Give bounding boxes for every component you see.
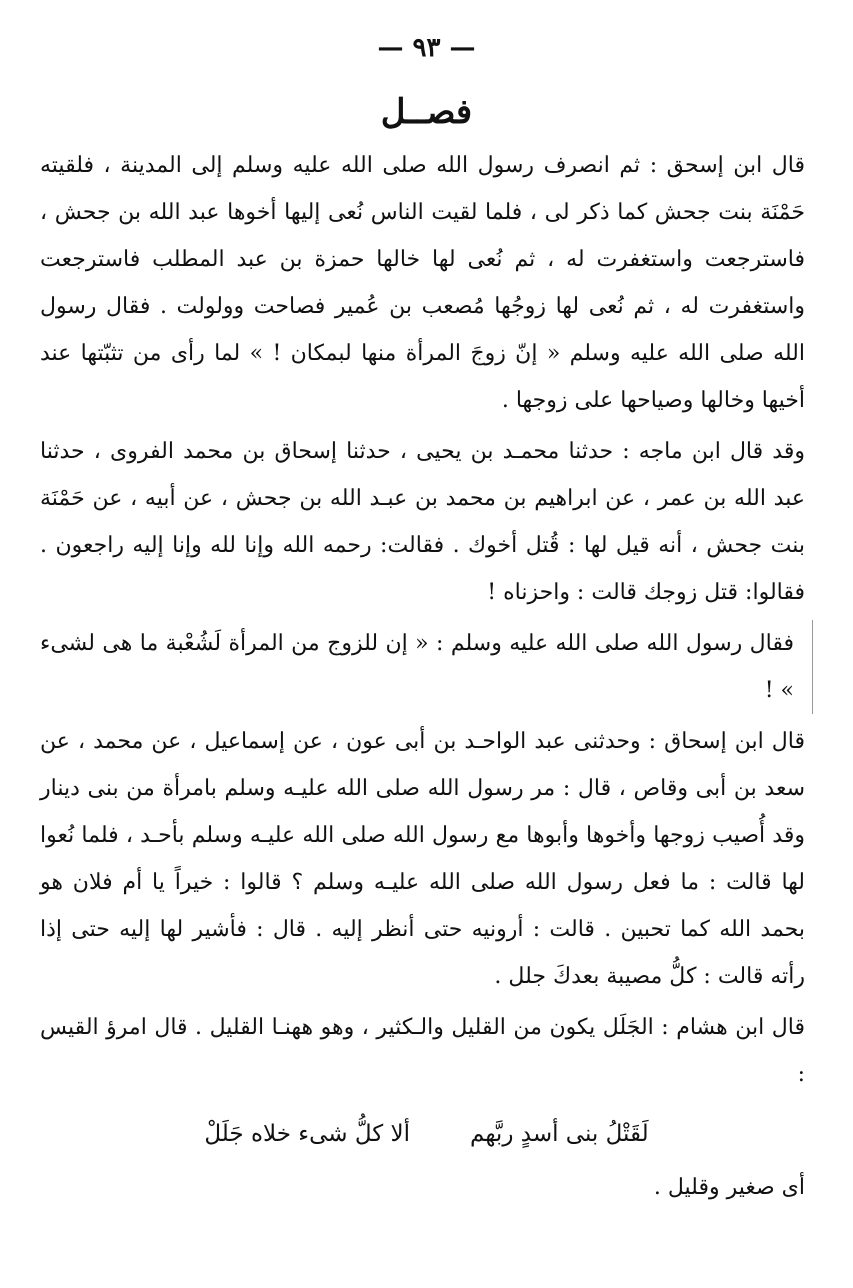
paragraph-ibn-majah-hadith: وقد قال ابن ماجه : حدثنا محمـد بن يحيى ، حدثنا إسحاق بن محمد الفروى ، حدثنا عبد الله بن عمر ، عن ابراهيم بن محمد بن عبـد الله بن جحش ، عن أبيه ، عن حَمْنَة بنت جحش ، أنه قيل لها : قُتل أخوك . فقالت: رحمه الله وإنا لله وإنا إليه راجعون . فقالوا: قتل زوجك قالت : واحزناه ! xyxy=(40,439,805,605)
verse-first-hemistich: لَقَتْلُ بنى أسدٍ ربَّهم xyxy=(470,1121,649,1147)
closing-line: أى صغير وقليل . xyxy=(653,1175,805,1200)
paragraph-ibn-hisham-note: قال ابن هشام : الجَلَل يكون من القليل والـكثير ، وهو ههنـا القليل . قال امرؤ القيس : xyxy=(40,1015,805,1087)
page-number: — ٩٣ — xyxy=(377,33,476,63)
paragraph-prophet-saying: فقال رسول الله صلى الله عليه وسلم : « إن للزوج من المرأة لَشُعْبة ما هى لشىء » ! xyxy=(40,620,813,714)
poetry-verse xyxy=(40,1104,813,1164)
paragraph-bani-dinar-woman: قال ابن إسحاق : وحدثنى عبد الواحـد بن أبى عون ، عن إسماعيل ، عن محمد ، عن سعد بن أبى وقاص ، قال : مر رسول الله صلى الله عليـه وسلم بامرأة من بنى دينار وقد أُصيب زوجها وأخوها وأبوها مع رسول الله صلى الله عليـه وسلم بأحـد ، فلما نُعوا لها قالت : ما فعل رسول الله صلى الله عليـه وسلم ؟ قالوا : خيراً يا أم فلان هو بحمد الله كما تحبين . قالت : أرونيه حتى أنظر إليه . قال : فأشير لها إليه حتى إذا رأته قالت : كلُّ مصيبة بعدكَ جلل . xyxy=(40,729,806,989)
verse-second-hemistich: ألا كلُّ شىء خلاه جَلَلْ xyxy=(204,1121,411,1147)
section-title: فصــل xyxy=(380,92,473,132)
paragraph-ibn-ishaq-hamna: قال ابن إسحق : ثم انصرف رسول الله صلى الله عليه وسلم إلى المدينة ، فلقيته حَمْنَة بنت جحش كما ذكر لى ، فلما لقيت الناس نُعى إليها أخوها عبد الله بن جحش ، فاسترجعت واستغفرت له ، ثم نُعى لها خالها حمزة بن عبد المطلب فاسترجعت واستغفرت له ، ثم نُعى لها زوجُها مُصعب بن عُمير فصاحت وولولت . فقال رسول الله صلى الله عليه وسلم « إنّ زوجَ المرأة منها لبمكان ! » لما رأى من تثبّتها عند أخيها وخالها وصياحها على زوجها . xyxy=(40,153,805,413)
